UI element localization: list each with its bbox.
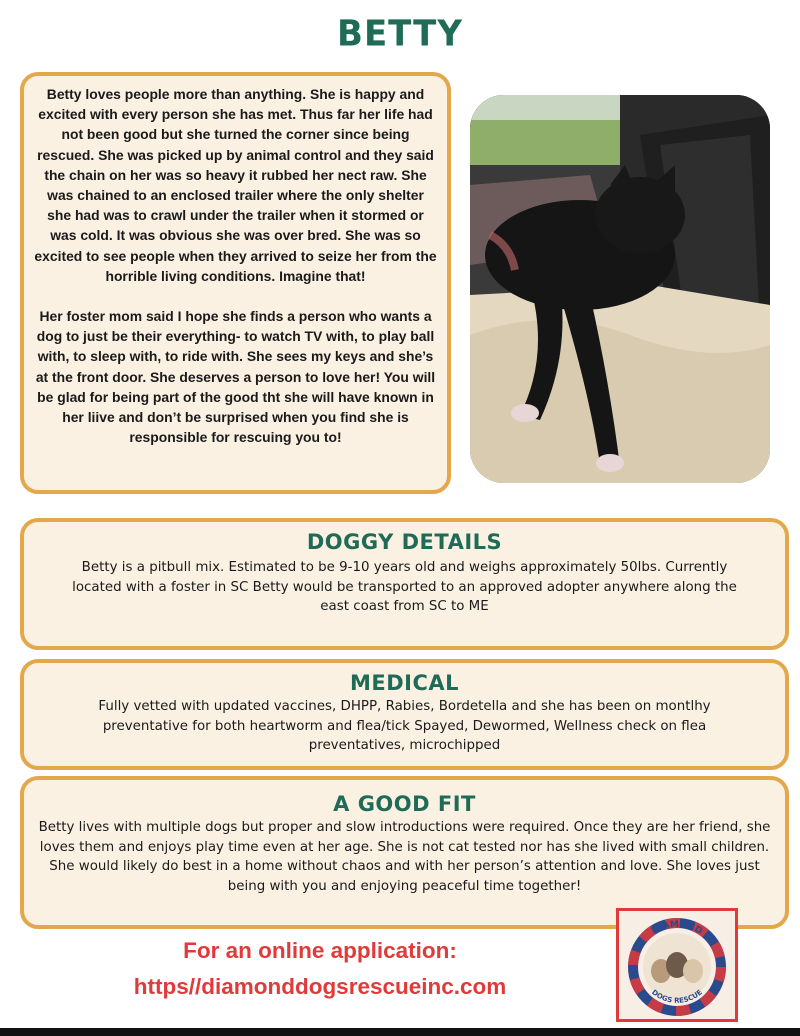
medical-card xyxy=(20,659,789,770)
good-fit-card xyxy=(20,776,789,929)
good-fit-heading: A GOOD FIT xyxy=(333,792,476,816)
doggy-details-heading: DOGGY DETAILS xyxy=(306,530,503,554)
application-link[interactable]: https//diamonddogsrescueinc.com xyxy=(133,974,507,999)
story-paragraph-1: Betty loves people more than anything. She is happy and excited with every person she has met. Thus far her life had not been good but she turned the corner since being rescued. She was picked up by animal control and they said the chain on her was so heavy it rubbed her nect raw. She was chained to an enclosed trailer where the only shelter she had was to crawl under the trailer when it stormed or was cold. It was obvious she was over bred. She was so excited to see people when they arrived to seize her from the horrible living conditions. Imagine that! xyxy=(34,86,437,284)
medical-heading: MEDICAL xyxy=(349,671,460,695)
dog-photo xyxy=(470,95,770,483)
doggy-details-card xyxy=(20,518,789,650)
good-fit-text: Betty lives with multiple dogs but proper and slow introductions were required. Once they are her friend, she loves them and enjoys play time even at her age. She is not cat tested nor has she lived with small children. She would likely do best in a home without chaos and with her person’s attention and love. She loves just being with you and enjoying peaceful time together! xyxy=(38,820,771,894)
application-label: For an online application: xyxy=(183,938,457,963)
page-title: BETTY xyxy=(337,13,463,55)
medical-text: Fully vetted with updated vaccines, DHPP, Rabies, Bordetella and she has been on montlhy preventative for both heartworm and flea/tick Spayed, Dewormed, Wellness check on flea preventatives, microchipped xyxy=(98,699,711,754)
doggy-details-text: Betty is a pitbull mix. Estimated to be 9-10 years old and weighs approximately 50lbs. Currently located with a foster in SC Betty would be transported to an approved adopter anywhere along the east coast from SC to ME xyxy=(72,560,737,615)
logo-bottom-text: DOGS RESCUE xyxy=(650,988,704,1005)
story-card xyxy=(20,72,451,494)
story-paragraph-2: Her foster mom said I hope she finds a person who wants a dog to just be their everything- to watch TV with, to play ball with, to sleep with, to ride with. She sees my keys and she’s at the front door. She deserves a person to love her! You will be glad for being part of the good tht she will have known in her liive and don’t be surprised when you find she is responsible for rescuing you to! xyxy=(35,308,436,446)
logo-top-text: DIAMOND xyxy=(650,919,704,937)
rescue-logo xyxy=(616,908,738,1022)
bottom-bar xyxy=(0,1028,800,1036)
